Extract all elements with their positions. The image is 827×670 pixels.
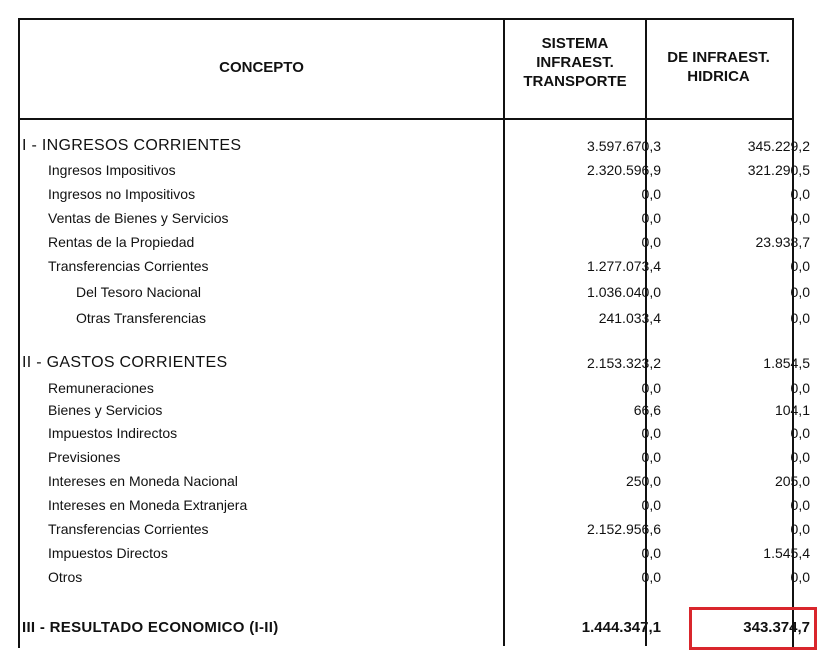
row-value-hidrica: 0,0: [790, 186, 810, 202]
header-col1-line: INFRAEST.: [536, 54, 614, 71]
table-row-resultado-economico: [20, 617, 810, 639]
row-value-hidrica: 0,0: [790, 569, 810, 585]
row-value-hidrica: 0,0: [790, 521, 810, 537]
row-value-transporte: 0,0: [641, 569, 661, 585]
table-row: [20, 446, 810, 468]
row-value-hidrica: 0,0: [790, 425, 810, 441]
row-value-hidrica: 345.229,2: [747, 138, 810, 154]
row-value-transporte: 0,0: [641, 497, 661, 513]
header-sistema-infraest-transporte: [505, 34, 645, 91]
row-label: Transferencias Corrientes: [48, 258, 209, 274]
table-row: [20, 281, 810, 303]
row-label: III - RESULTADO ECONOMICO (I-II): [22, 619, 279, 636]
table-row: [20, 207, 810, 229]
table-row: [20, 183, 810, 205]
row-label: Previsiones: [48, 449, 121, 465]
table-row: [20, 159, 810, 181]
row-value-transporte: 1.444.347,1: [581, 619, 661, 636]
table-row: [20, 422, 810, 444]
row-label: Impuestos Directos: [48, 545, 168, 561]
row-label: Transferencias Corrientes: [48, 521, 209, 537]
header-col1-line: SISTEMA: [541, 35, 609, 52]
header-infraest-hidrica: [647, 48, 790, 86]
table-row: [20, 399, 810, 421]
table-row: [20, 494, 810, 516]
table-row: [20, 542, 810, 564]
row-value-hidrica: 0,0: [790, 497, 810, 513]
row-label: Ingresos no Impositivos: [48, 186, 196, 202]
row-value-transporte: 250,0: [625, 473, 661, 489]
row-value-transporte: 0,0: [641, 234, 661, 250]
row-value-hidrica: 0,0: [790, 284, 810, 300]
table-row-ingresos-corrientes: [20, 135, 810, 157]
row-label: Intereses en Moneda Extranjera: [48, 497, 248, 513]
row-value-hidrica: 343.374,7: [743, 619, 810, 636]
table-row: [20, 255, 810, 277]
highlight-box: [689, 607, 817, 650]
row-value-hidrica: 205,0: [774, 473, 810, 489]
row-value-hidrica: 321.290,5: [747, 162, 810, 178]
row-label: Ventas de Bienes y Servicios: [48, 210, 229, 226]
table-row: [20, 470, 810, 492]
row-label: Bienes y Servicios: [48, 402, 163, 418]
row-label: Ingresos Impositivos: [48, 162, 176, 178]
row-value-transporte: 0,0: [641, 545, 661, 561]
row-value-hidrica: 0,0: [790, 380, 810, 396]
row-value-hidrica: 0,0: [790, 310, 810, 326]
row-value-hidrica: 0,0: [790, 210, 810, 226]
row-value-transporte: 2.153.323,2: [587, 355, 661, 371]
row-label: Impuestos Indirectos: [48, 425, 178, 441]
row-value-hidrica: 0,0: [790, 449, 810, 465]
row-value-transporte: 0,0: [641, 380, 661, 396]
header-col1-line: TRANSPORTE: [523, 73, 627, 90]
row-value-transporte: 0,0: [641, 186, 661, 202]
row-label: Remuneraciones: [48, 380, 154, 396]
header-col2-line: DE INFRAEST.: [667, 49, 770, 66]
row-value-transporte: 2.152.956,6: [587, 521, 661, 537]
table-row-gastos-corrientes: [20, 352, 810, 374]
row-value-transporte: 0,0: [641, 210, 661, 226]
header-divider: [18, 118, 794, 120]
row-value-transporte: 0,0: [641, 425, 661, 441]
row-label: Del Tesoro Nacional: [76, 284, 202, 300]
table-row: [20, 307, 810, 329]
table-row: [20, 231, 810, 253]
row-label: II - GASTOS CORRIENTES: [22, 354, 228, 371]
row-value-transporte: 1.036.040,0: [587, 284, 661, 300]
row-label: Intereses en Moneda Nacional: [48, 473, 238, 489]
table-row: [20, 518, 810, 540]
header-concepto: CONCEPTO: [219, 59, 304, 76]
row-label: Rentas de la Propiedad: [48, 234, 195, 250]
header-col2-line: HIDRICA: [687, 68, 750, 85]
row-value-transporte: 2.320.596,9: [587, 162, 661, 178]
row-value-transporte: 1.277.073,4: [587, 258, 661, 274]
table-row: [20, 566, 810, 588]
row-label: Otras Transferencias: [76, 310, 206, 326]
row-label: Otros: [48, 569, 83, 585]
row-value-hidrica: 0,0: [790, 258, 810, 274]
row-value-transporte: 66,6: [633, 402, 661, 418]
row-value-transporte: 3.597.670,3: [587, 138, 661, 154]
row-value-hidrica: 1.854,5: [763, 355, 810, 371]
table-row: [20, 377, 810, 399]
row-value-transporte: 0,0: [641, 449, 661, 465]
row-label: I - INGRESOS CORRIENTES: [22, 137, 242, 154]
row-value-transporte: 241.033,4: [598, 310, 661, 326]
row-value-hidrica: 104,1: [774, 402, 810, 418]
row-value-hidrica: 1.545,4: [763, 545, 810, 561]
row-value-hidrica: 23.938,7: [755, 234, 810, 250]
